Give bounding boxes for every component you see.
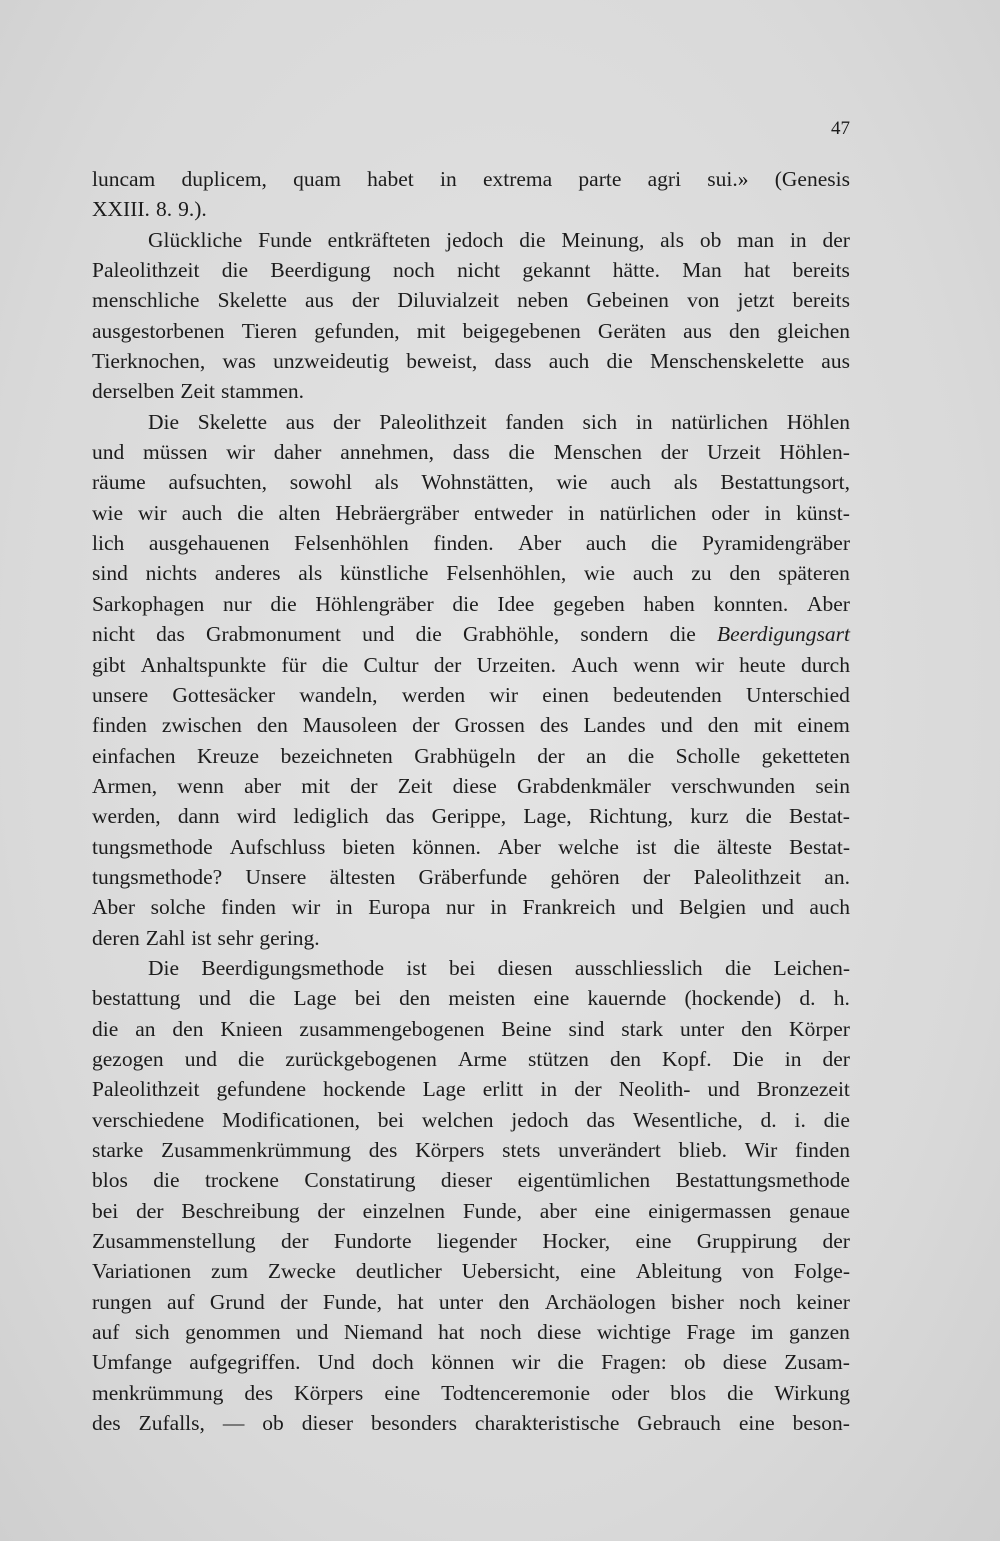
text-line: Umfange aufgegriffen. Und doch können wir die Fragen: ob diese Zusam- [92,1350,850,1375]
text-line: Aber solche finden wir in Europa nur in Frankreich und Belgien und auch [92,895,850,920]
text-line: derselben Zeit stammen. [92,379,305,404]
text-line: starke Zusammenkrümmung des Körpers stets unverändert blieb. Wir finden [92,1138,850,1162]
text-line: Paleolithzeit gefundene hockende Lage erlitt in der Neolith- und Bronzezeit [92,1077,850,1102]
text-line: menschliche Skelette aus der Diluvialzeit neben Gebeinen von jetzt bereits [92,288,850,313]
text-line: blos die trockene Constatirung dieser eigentümlichen Bestattungsmethode [92,1168,850,1193]
text-line: einfachen Kreuze bezeichneten Grabhügeln der an die Scholle geketteten [92,743,850,768]
text-line: die an den Knieen zusammengebogenen Beine sind stark unter den Körper [92,1016,850,1041]
text-line: luncam duplicem, quam habet in extrema parte agri sui.» (Genesis [92,167,850,191]
text-line: Armen, wenn aber mit der Zeit diese Grabdenkmäler verschwunden sein [92,773,850,798]
text-line: tungsmethode Aufschluss bieten können. Aber welche ist die älteste Bestat- [92,834,850,859]
text-line: Tierknochen, was unzweideutig beweist, dass auch die Menschenskelette aus [92,349,850,374]
text-line: rungen auf Grund der Funde, hat unter den Archäologen bisher noch keiner [92,1289,850,1314]
text-line: gezogen und die zurückgebogenen Arme stützen den Kopf. Die in der [92,1046,850,1071]
text-line: menkrümmung des Körpers eine Todtenceremonie oder blos die Wirkung [92,1380,850,1405]
text-line: bei der Beschreibung der einzelnen Funde, aber eine einigermassen genaue [92,1198,850,1223]
text-line: Sarkophagen nur die Höhlengräber die Idee gegeben haben konnten. Aber [92,591,850,616]
text-line: ausgestorbenen Tieren gefunden, mit beigegebenen Geräten aus den gleichen [92,318,850,343]
text-line: Variationen zum Zwecke deutlicher Uebersicht, eine Ableitung von Folge- [92,1259,850,1284]
text-line: lich ausgehauenen Felsenhöhlen finden. Aber auch die Pyramidengräber [92,531,850,556]
text-line: Die Beerdigungsmethode ist bei diesen ausschliesslich die Leichen- [148,955,850,980]
text-line: tungsmethode? Unsere ältesten Gräberfunde gehören der Paleolithzeit an. [92,864,850,889]
text-line: werden, dann wird lediglich das Gerippe, Lage, Richtung, kurz die Bestat- [92,804,850,829]
text-line: Glückliche Funde entkräfteten jedoch die Meinung, als ob man in der [148,227,850,252]
text-line: des Zufalls, — ob dieser besonders charakteristische Gebrauch eine beson- [92,1411,850,1436]
text-line: deren Zahl ist sehr gering. [92,925,320,950]
text-line: Zusammenstellung der Fundorte liegender Hocker, eine Gruppirung der [92,1229,850,1254]
body-text [92,164,850,1438]
text-line: und müssen wir daher annehmen, dass die Menschen der Urzeit Höhlen- [92,440,850,465]
text-line: wie wir auch die alten Hebräergräber entweder in natürlichen oder in künst- [92,500,850,525]
text-line: verschiedene Modificationen, bei welchen jedoch das Wesentliche, d. i. die [92,1107,850,1132]
text-line: XXIII. 8. 9.). [92,197,207,222]
text-line: räume aufsuchten, sowohl als Wohnstätten, wie auch als Bestattungsort, [92,470,850,495]
text-line: finden zwischen den Mausoleen der Grossen des Landes und den mit einem [92,713,850,738]
text-line: Paleolithzeit die Beerdigung noch nicht gekannt hätte. Man hat bereits [92,258,850,283]
text-line: sind nichts anderes als künstliche Felsenhöhlen, wie auch zu den späteren [92,561,850,586]
text-line: auf sich genommen und Niemand hat noch diese wichtige Frage im ganzen [92,1320,850,1345]
text-line: gibt Anhaltspunkte für die Cultur der Urzeiten. Auch wenn wir heute durch [92,652,850,677]
text-line: Die Skelette aus der Paleolithzeit fanden sich in natürlichen Höhlen [148,409,850,434]
text-line: nicht das Grabmonument und die Grabhöhle, sondern die Beerdigungsart [92,622,850,647]
text-line: bestattung und die Lage bei den meisten eine kauernde (hockende) d. h. [92,986,850,1011]
text-line: unsere Gottesäcker wandeln, werden wir einen bedeutenden Unterschied [92,682,850,707]
page-number: 47 [831,118,850,139]
